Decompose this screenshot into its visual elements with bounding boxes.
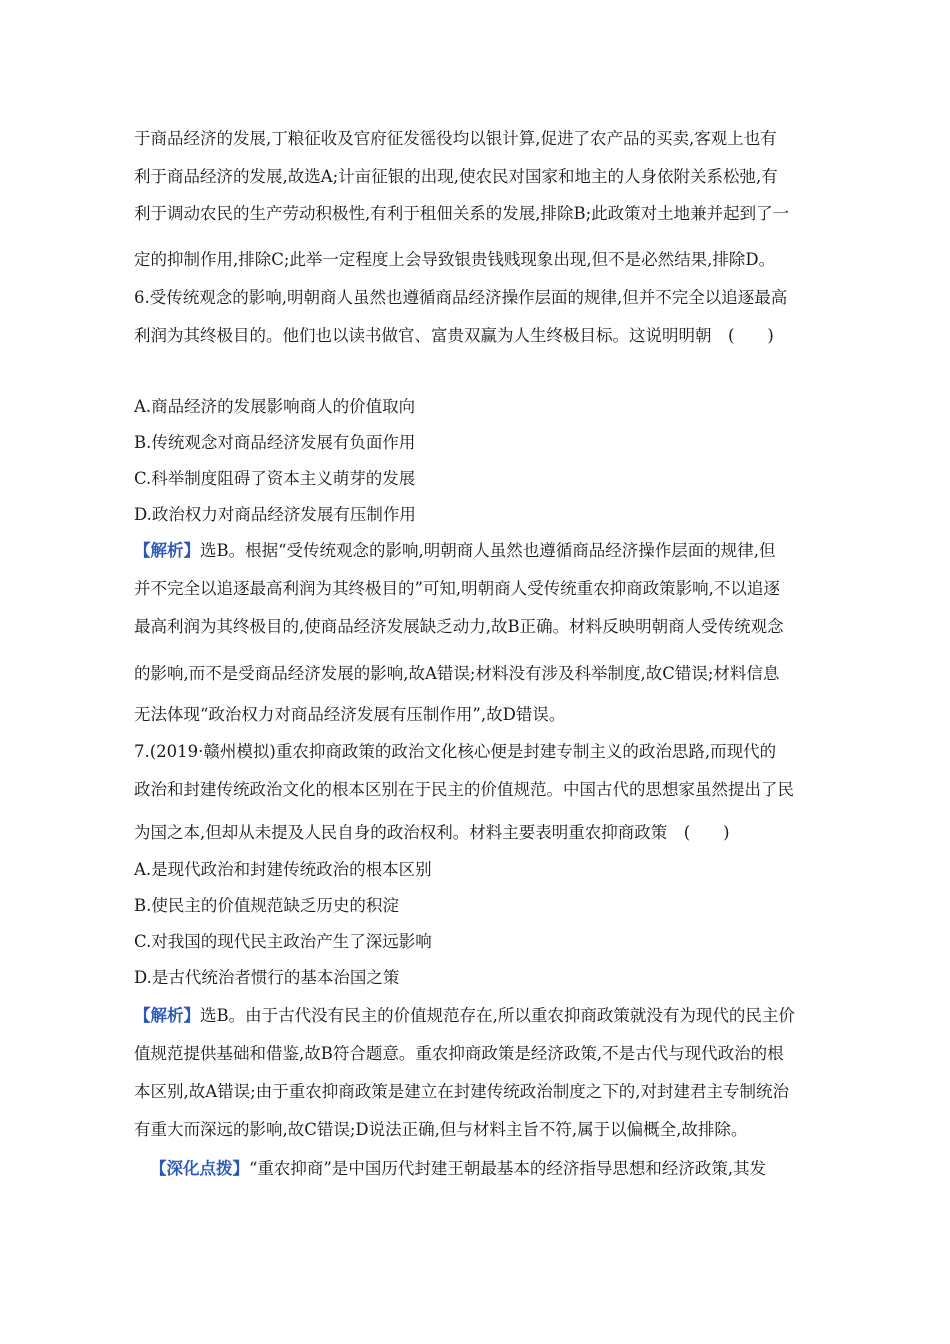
question-6-stem: 6.受传统观念的影响,明朝商人虽然也遵循商品经济操作层面的规律,但并不完全以追逐最高 [134,288,788,307]
analysis-line [134,1005,824,1027]
analysis-text: 选B。由于古代没有民主的价值规范存在,所以重农抑商政策就没有为现代的民主价 [200,1006,795,1025]
analysis-text: 选B。根据“受传统观念的影响,明朝商人虽然也遵循商品经济操作层面的规律,但 [200,541,776,560]
option-c: C.科举制度阻碍了资本主义萌芽的发展 [134,469,416,488]
option-c: C.对我国的现代民主政治产生了深远影响 [134,932,432,951]
option-a: A.是现代政治和封建传统政治的根本区别 [134,860,432,879]
analysis-line [134,540,824,562]
deepen-tag: 【深化点拨】 [150,1159,249,1178]
text-line: 利于调动农民的生产劳动积极性,有利于租佃关系的发展,排除B;此政策对土地兼并起到了一 [134,204,790,223]
text-line: 并不完全以追逐最高利润为其终极目的”可知,明朝商人受传统重农抑商政策影响,不以追逐 [134,579,780,598]
option-d: D.是古代统治者惯行的基本治国之策 [134,968,400,987]
deepen-line [150,1158,824,1180]
analysis-tag: 【解析】 [134,1006,200,1025]
text-line: 值规范提供基础和借鉴,故B符合题意。重农抑商政策是经济政策,不是古代与现代政治的根 [134,1044,784,1063]
text-line: 有重大而深远的影响,故C错误;D说法正确,但与材料主旨不符,属于以偏概全,故排除。 [134,1120,748,1139]
text-line: 最高利润为其终极目的,使商品经济发展缺乏动力,故B正确。材料反映明朝商人受传统观念 [134,617,784,636]
option-d: D.政治权力对商品经济发展有压制作用 [134,505,416,524]
question-7-stem: 7.(2019·赣州模拟)重农抑商政策的政治文化核心便是封建专制主义的政治思路,而现代的 [134,742,777,761]
question-6-stem: 利润为其终极目的。他们也以读书做官、富贵双赢为人生终极目标。这说明明朝 ( ) [134,326,774,345]
option-b: B.传统观念对商品经济发展有负面作用 [134,433,416,452]
text-line: 的影响,而不是受商品经济发展的影响,故A错误;材料没有涉及科举制度,故C错误;材料信息 [134,664,780,683]
option-a: A.商品经济的发展影响商人的价值取向 [134,397,416,416]
question-7-stem: 政治和封建传统政治文化的根本区别在于民主的价值规范。中国古代的思想家虽然提出了民 [134,780,794,799]
question-7-stem: 为国之本,但却从未提及人民自身的政治权利。材料主要表明重农抑商政策 ( ) [134,823,730,842]
option-b: B.使民主的价值规范缺乏历史的积淀 [134,896,399,915]
text-line: 于商品经济的发展,丁粮征收及官府征发徭役均以银计算,促进了农产品的买卖,客观上也有 [134,129,777,148]
text-line: 本区别,故A错误;由于重农抑商政策是建立在封建传统政治制度之下的,对封建君主专制统治 [134,1082,789,1101]
text-line: 定的抑制作用,排除C;此举一定程度上会导致银贵钱贱现象出现,但不是必然结果,排除D。 [134,250,776,269]
text-line: 利于商品经济的发展,故选A;计亩征银的出现,使农民对国家和地主的人身依附关系松弛,有 [134,167,778,186]
deepen-text: “重农抑商”是中国历代封建王朝最基本的经济指导思想和经济政策,其发 [249,1159,767,1178]
text-line: 无法体现“政治权力对商品经济发展有压制作用”,故D错误。 [134,705,566,724]
analysis-tag: 【解析】 [134,541,200,560]
